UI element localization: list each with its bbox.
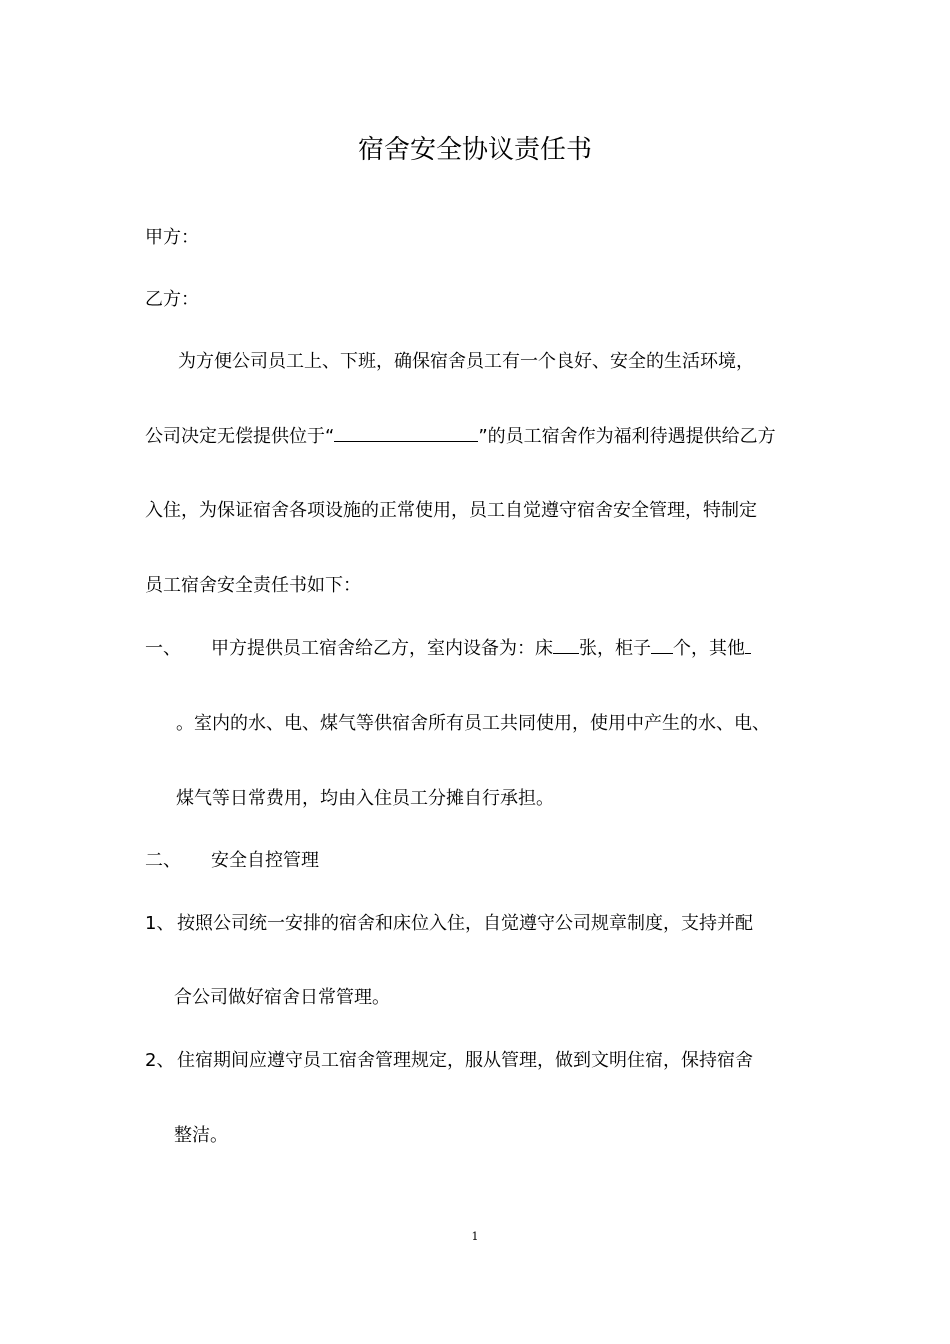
item-1-text: 按照公司统一安排的宿舍和床位入住，自觉遵守公司规章制度，支持并配 [177, 913, 753, 934]
section-2-heading [145, 849, 319, 873]
intro-line-2-before: 公司决定无偿提供位于“ [145, 426, 335, 447]
section-1-line-3: 煤气等日常费用，均由入住员工分摊自行承担。 [176, 788, 554, 809]
item-1-line-1 [145, 912, 753, 936]
party-b-label: 乙方： [145, 289, 199, 310]
intro-line-3: 入住，为保证宿舍各项设施的正常使用，员工自觉遵守宿舍安全管理，特制定 [145, 500, 757, 521]
bed-count-blank [553, 652, 579, 654]
address-blank [334, 440, 478, 442]
item-1-number: 1、 [145, 913, 175, 934]
page-number: 1 [471, 1230, 479, 1243]
item-2-line-1 [145, 1049, 753, 1073]
section-2-heading-text: 安全自控管理 [211, 850, 319, 871]
item-2-number: 2、 [145, 1050, 175, 1071]
intro-line-4: 员工宿舍安全责任书如下： [145, 575, 361, 596]
section-1-marker: 一、 [145, 638, 181, 659]
item-2-text: 住宿期间应遵守员工宿舍管理规定，服从管理，做到文明住宿，保持宿舍 [177, 1050, 753, 1071]
section-1-text-a: 甲方提供员工宿舍给乙方，室内设备为：床 [211, 638, 553, 659]
other-blank [745, 652, 751, 654]
item-2-line-2: 整洁。 [174, 1125, 228, 1146]
section-1-line-2: 。室内的水、电、煤气等供宿舍所有员工共同使用，使用中产生的水、电、 [176, 713, 770, 734]
section-1-text-c: 个，其他 [673, 638, 745, 659]
party-a-label: 甲方： [145, 227, 199, 248]
intro-line-1: 为方便公司员工上、下班，确保宿舍员工有一个良好、安全的生活环境， [178, 351, 754, 372]
section-1-line-1 [145, 637, 751, 661]
item-1-line-2: 合公司做好宿舍日常管理。 [174, 987, 390, 1008]
intro-line-2 [145, 425, 776, 449]
intro-line-2-after: ”的员工宿舍作为福利待遇提供给乙方 [478, 426, 776, 447]
document-title: 宿舍安全协议责任书 [357, 135, 592, 165]
section-2-marker: 二、 [145, 850, 181, 871]
cabinet-count-blank [651, 652, 673, 654]
section-1-text-b: 张，柜子 [579, 638, 651, 659]
